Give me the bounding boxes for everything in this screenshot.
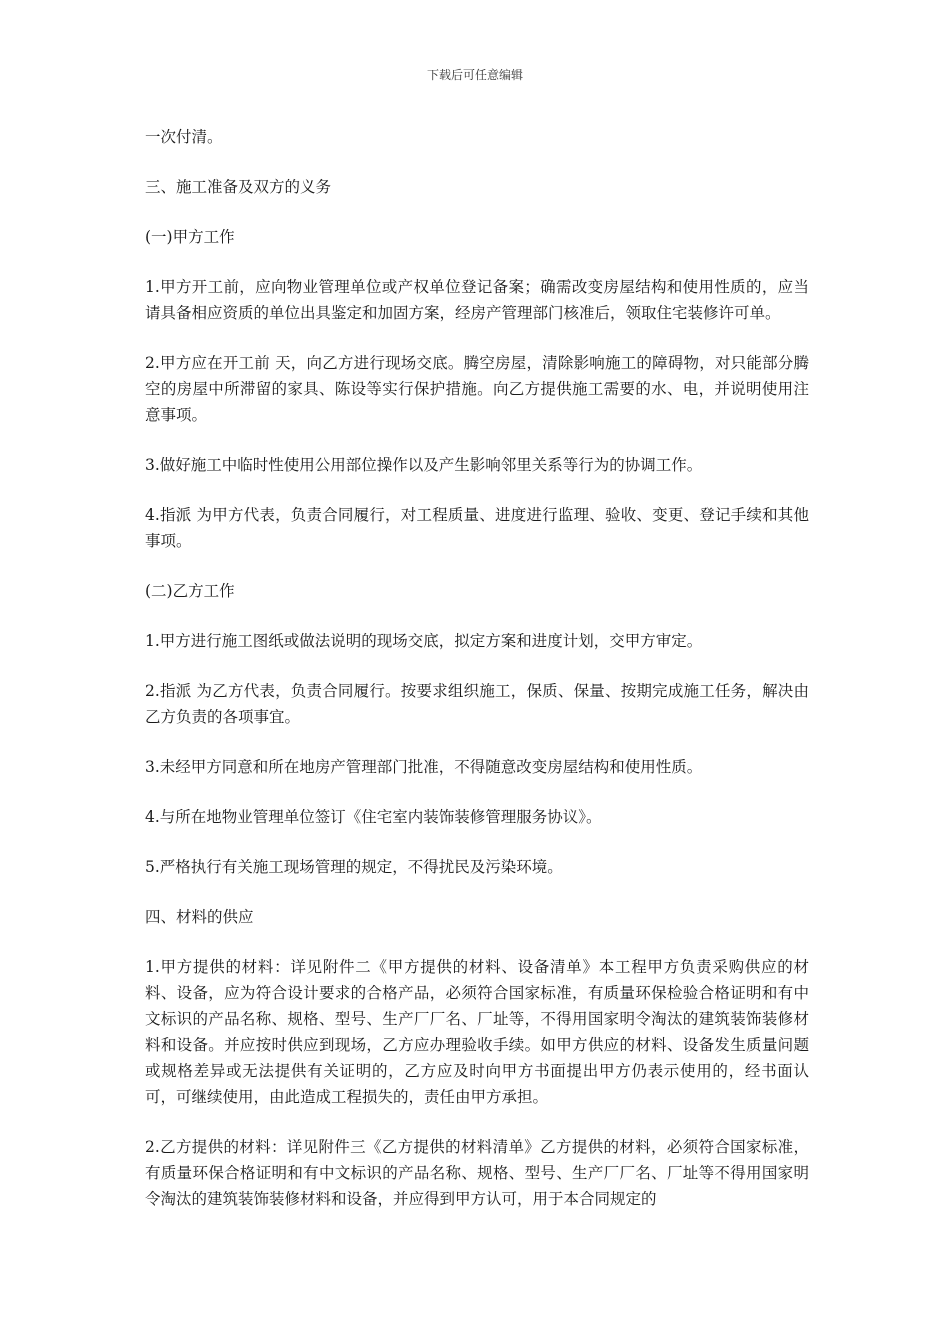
paragraph-party-b-1: 1.甲方进行施工图纸或做法说明的现场交底，拟定方案和进度计划，交甲方审定。 <box>145 632 703 650</box>
section-heading-preparation: 三、施工准备及双方的义务 <box>145 178 332 196</box>
subsection-heading-party-b: (二)乙方工作 <box>145 582 235 600</box>
paragraph-party-b-4: 4.与所在地物业管理单位签订《住宅室内装饰装修管理服务协议》。 <box>145 808 602 826</box>
paragraph-party-b-3: 3.未经甲方同意和所在地房产管理部门批准，不得随意改变房屋结构和使用性质。 <box>145 758 703 776</box>
paragraph-party-b-2: 2.指派 为乙方代表，负责合同履行。按要求组织施工，保质、保量、按期完成施工任务，解决由乙方负责的各项事宜。 <box>145 682 809 726</box>
paragraph-party-a-3: 3.做好施工中临时性使用公用部位操作以及产生影响邻里关系等行为的协调工作。 <box>145 456 703 474</box>
paragraph-party-a-1: 1.甲方开工前，应向物业管理单位或产权单位登记备案；确需改变房屋结构和使用性质的，应当请具备相应资质的单位出具鉴定和加固方案，经房产管理部门核准后，领取住宅装修许可单。 <box>145 278 809 322</box>
subsection-heading-party-a: (一)甲方工作 <box>145 228 235 246</box>
paragraph-party-a-2: 2.甲方应在开工前 天，向乙方进行现场交底。腾空房屋，清除影响施工的障碍物，对只能部分腾空的房屋中所滞留的家具、陈设等实行保护措施。向乙方提供施工需要的水、电，并说明使用注意事项。 <box>145 354 809 424</box>
paragraph-materials-2: 2.乙方提供的材料：详见附件三《乙方提供的材料清单》乙方提供的材料，必须符合国家标准，有质量环保合格证明和有中文标识的产品名称、规格、型号、生产厂厂名、厂址等不得用国家明令淘汰的建筑装饰装修材料和设备，并应得到甲方认可，用于本合同规定的 <box>145 1138 809 1208</box>
page-header: 下载后可任意编辑 <box>426 68 523 82</box>
paragraph-party-a-4: 4.指派 为甲方代表，负责合同履行，对工程质量、进度进行监理、验收、变更、登记手续和其他事项。 <box>145 506 809 550</box>
document-body <box>145 124 809 1236</box>
section-heading-materials: 四、材料的供应 <box>145 908 254 926</box>
paragraph-materials-1: 1.甲方提供的材料：详见附件二《甲方提供的材料、设备清单》本工程甲方负责采购供应的材料、设备，应为符合设计要求的合格产品，必须符合国家标准，有质量环保检验合格证明和有中文标识的产品名称、规格、型号、生产厂厂名、厂址等，不得用国家明令淘汰的建筑装饰装修材料和设备。并应按时供应到现场，乙方应办理验收手续。如甲方供应的材料、设备发生质量问题或规格差异或无法提供有关证明的，乙方应及时向甲方书面提出甲方仍表示使用的，经书面认可，可继续使用，由此造成工程损失的，责任由甲方承担。 <box>145 958 809 1106</box>
paragraph-party-b-5: 5.严格执行有关施工现场管理的规定，不得扰民及污染环境。 <box>145 858 563 876</box>
paragraph-payment-note: 一次付清。 <box>145 128 223 146</box>
